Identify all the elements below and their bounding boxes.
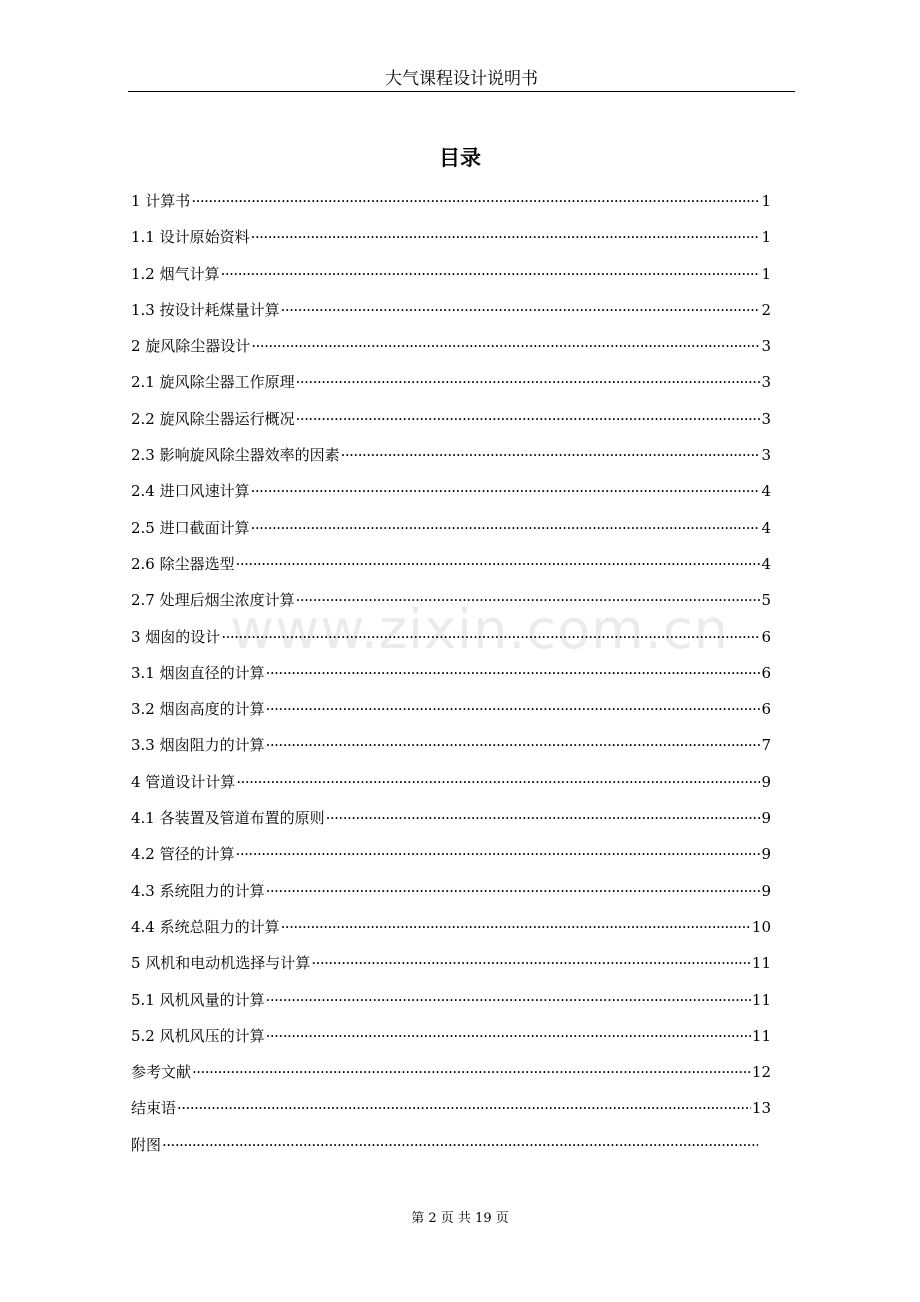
toc-dot-leader [326, 800, 761, 836]
toc-entry[interactable] [131, 836, 771, 872]
toc-entry-page-number: 9 [761, 881, 771, 900]
toc-entry[interactable] [131, 437, 771, 473]
toc-entry-page-number: 12 [751, 1063, 771, 1082]
watermark: www.zixin.com.cn [230, 598, 729, 661]
toc-entry-page-number: 11 [751, 954, 771, 973]
toc-entry-page-number: 9 [761, 809, 771, 828]
toc-entry-label: 1.1 设计原始资料 [131, 228, 250, 247]
toc-entry[interactable] [131, 473, 771, 509]
toc-dot-leader [191, 183, 760, 219]
toc-dot-leader [266, 691, 761, 727]
toc-entry[interactable] [131, 183, 771, 219]
toc-entry-label: 5.2 风机风压的计算 [131, 1026, 265, 1045]
toc-entry-page-number: 11 [751, 1026, 771, 1045]
toc-dot-leader [281, 292, 761, 328]
toc-entry-label: 3.3 烟囱阻力的计算 [131, 736, 265, 755]
toc-entry[interactable] [131, 1127, 771, 1163]
toc-entry-page-number: 9 [761, 845, 771, 864]
toc-entry-label: 2.5 进口截面计算 [131, 518, 250, 537]
toc-dot-leader [236, 764, 760, 800]
toc-entry[interactable] [131, 292, 771, 328]
toc-entry-label: 4.1 各装置及管道布置的原则 [131, 809, 325, 828]
toc-entry-page-number: 3 [761, 409, 771, 428]
toc-entry-page-number: 10 [751, 917, 771, 936]
table-of-contents [131, 183, 771, 1163]
header-divider [128, 91, 795, 92]
toc-dot-leader [296, 401, 761, 437]
toc-entry-page-number: 3 [761, 446, 771, 465]
toc-entry[interactable] [131, 1090, 771, 1126]
toc-entry[interactable] [131, 546, 771, 582]
toc-dot-leader [266, 982, 751, 1018]
toc-entry-label: 2.1 旋风除尘器工作原理 [131, 373, 295, 392]
toc-entry[interactable] [131, 764, 771, 800]
toc-dot-leader [341, 437, 761, 473]
toc-entry[interactable] [131, 401, 771, 437]
toc-entry-page-number: 4 [761, 518, 771, 537]
toc-entry-label: 结束语 [131, 1099, 177, 1118]
toc-dot-leader [311, 945, 751, 981]
toc-dot-leader [251, 219, 761, 255]
toc-entry-page-number: 11 [751, 990, 771, 1009]
toc-entry[interactable] [131, 909, 771, 945]
toc-entry-label: 3.2 烟囱高度的计算 [131, 700, 265, 719]
toc-entry-page-number: 9 [761, 772, 771, 791]
toc-entry-page-number: 6 [761, 700, 771, 719]
toc-entry[interactable] [131, 364, 771, 400]
toc-dot-leader [266, 873, 761, 909]
toc-entry[interactable] [131, 982, 771, 1018]
toc-entry-label: 4.4 系统总阻力的计算 [131, 917, 280, 936]
toc-entry[interactable] [131, 256, 771, 292]
toc-entry[interactable] [131, 1018, 771, 1054]
toc-entry-label: 4.3 系统阻力的计算 [131, 881, 265, 900]
toc-entry-page-number: 1 [761, 264, 771, 283]
toc-entry-label: 1 计算书 [131, 192, 191, 210]
toc-dot-leader [266, 727, 761, 763]
toc-entry[interactable] [131, 328, 771, 364]
toc-entry[interactable] [131, 945, 771, 981]
toc-entry-label: 5.1 风机风量的计算 [131, 990, 265, 1009]
toc-entry-page-number: 13 [751, 1099, 771, 1118]
toc-dot-leader [236, 546, 761, 582]
toc-dot-leader [192, 1054, 751, 1090]
toc-dot-leader [266, 1018, 751, 1054]
toc-entry-label: 2.3 影响旋风除尘器效率的因素 [131, 446, 340, 465]
toc-entry[interactable] [131, 800, 771, 836]
toc-entry-page-number: 6 [761, 627, 771, 646]
toc-dot-leader [251, 510, 761, 546]
toc-entry[interactable] [131, 219, 771, 255]
toc-entry[interactable] [131, 582, 771, 618]
toc-dot-leader [177, 1090, 751, 1126]
toc-entry-label: 2.6 除尘器选型 [131, 554, 235, 573]
toc-entry-label: 2.7 处理后烟尘浓度计算 [131, 591, 295, 610]
toc-dot-leader [251, 473, 761, 509]
toc-entry-page-number: 3 [761, 337, 771, 356]
toc-entry-page-number: 5 [761, 591, 771, 610]
toc-entry[interactable] [131, 691, 771, 727]
toc-entry[interactable] [131, 510, 771, 546]
toc-entry-page-number: 2 [761, 300, 771, 319]
toc-entry-page-number: 4 [761, 482, 771, 501]
toc-entry-label: 5 风机和电动机选择与计算 [131, 954, 311, 973]
toc-entry[interactable] [131, 727, 771, 763]
toc-entry-page-number: 7 [761, 736, 771, 755]
toc-entry[interactable] [131, 655, 771, 691]
toc-entry-label: 附图 [131, 1135, 162, 1154]
toc-entry-page-number: 1 [761, 192, 771, 210]
toc-entry-label: 3 烟囱的设计 [131, 627, 221, 646]
toc-entry[interactable] [131, 1054, 771, 1090]
page-header-title: 大气课程设计说明书 [385, 69, 538, 89]
toc-dot-leader [221, 256, 761, 292]
toc-dot-leader [162, 1127, 758, 1163]
toc-dot-leader [221, 619, 760, 655]
toc-entry-label: 2.2 旋风除尘器运行概况 [131, 409, 295, 428]
toc-entry-label: 4.2 管径的计算 [131, 845, 235, 864]
page-footer: 第 2 页 共 19 页 [411, 1211, 509, 1226]
toc-dot-leader [251, 328, 760, 364]
toc-entry[interactable] [131, 619, 771, 655]
toc-entry-page-number: 6 [761, 663, 771, 682]
toc-entry-page-number: 4 [761, 554, 771, 573]
toc-entry-label: 2.4 进口风速计算 [131, 482, 250, 501]
toc-entry[interactable] [131, 873, 771, 909]
toc-dot-leader [296, 364, 761, 400]
toc-title: 目录 [439, 146, 481, 170]
toc-entry-label: 2 旋风除尘器设计 [131, 337, 251, 356]
toc-entry-page-number: 3 [761, 373, 771, 392]
toc-entry-label: 3.1 烟囱直径的计算 [131, 663, 265, 682]
toc-entry-label: 参考文献 [131, 1063, 192, 1082]
toc-entry-label: 1.3 按设计耗煤量计算 [131, 300, 280, 319]
toc-entry-label: 4 管道设计计算 [131, 772, 236, 791]
toc-entry-page-number: 1 [761, 228, 771, 247]
toc-entry-label: 1.2 烟气计算 [131, 264, 220, 283]
toc-dot-leader [236, 836, 761, 872]
toc-dot-leader [266, 655, 761, 691]
toc-dot-leader [296, 582, 761, 618]
toc-dot-leader [281, 909, 751, 945]
